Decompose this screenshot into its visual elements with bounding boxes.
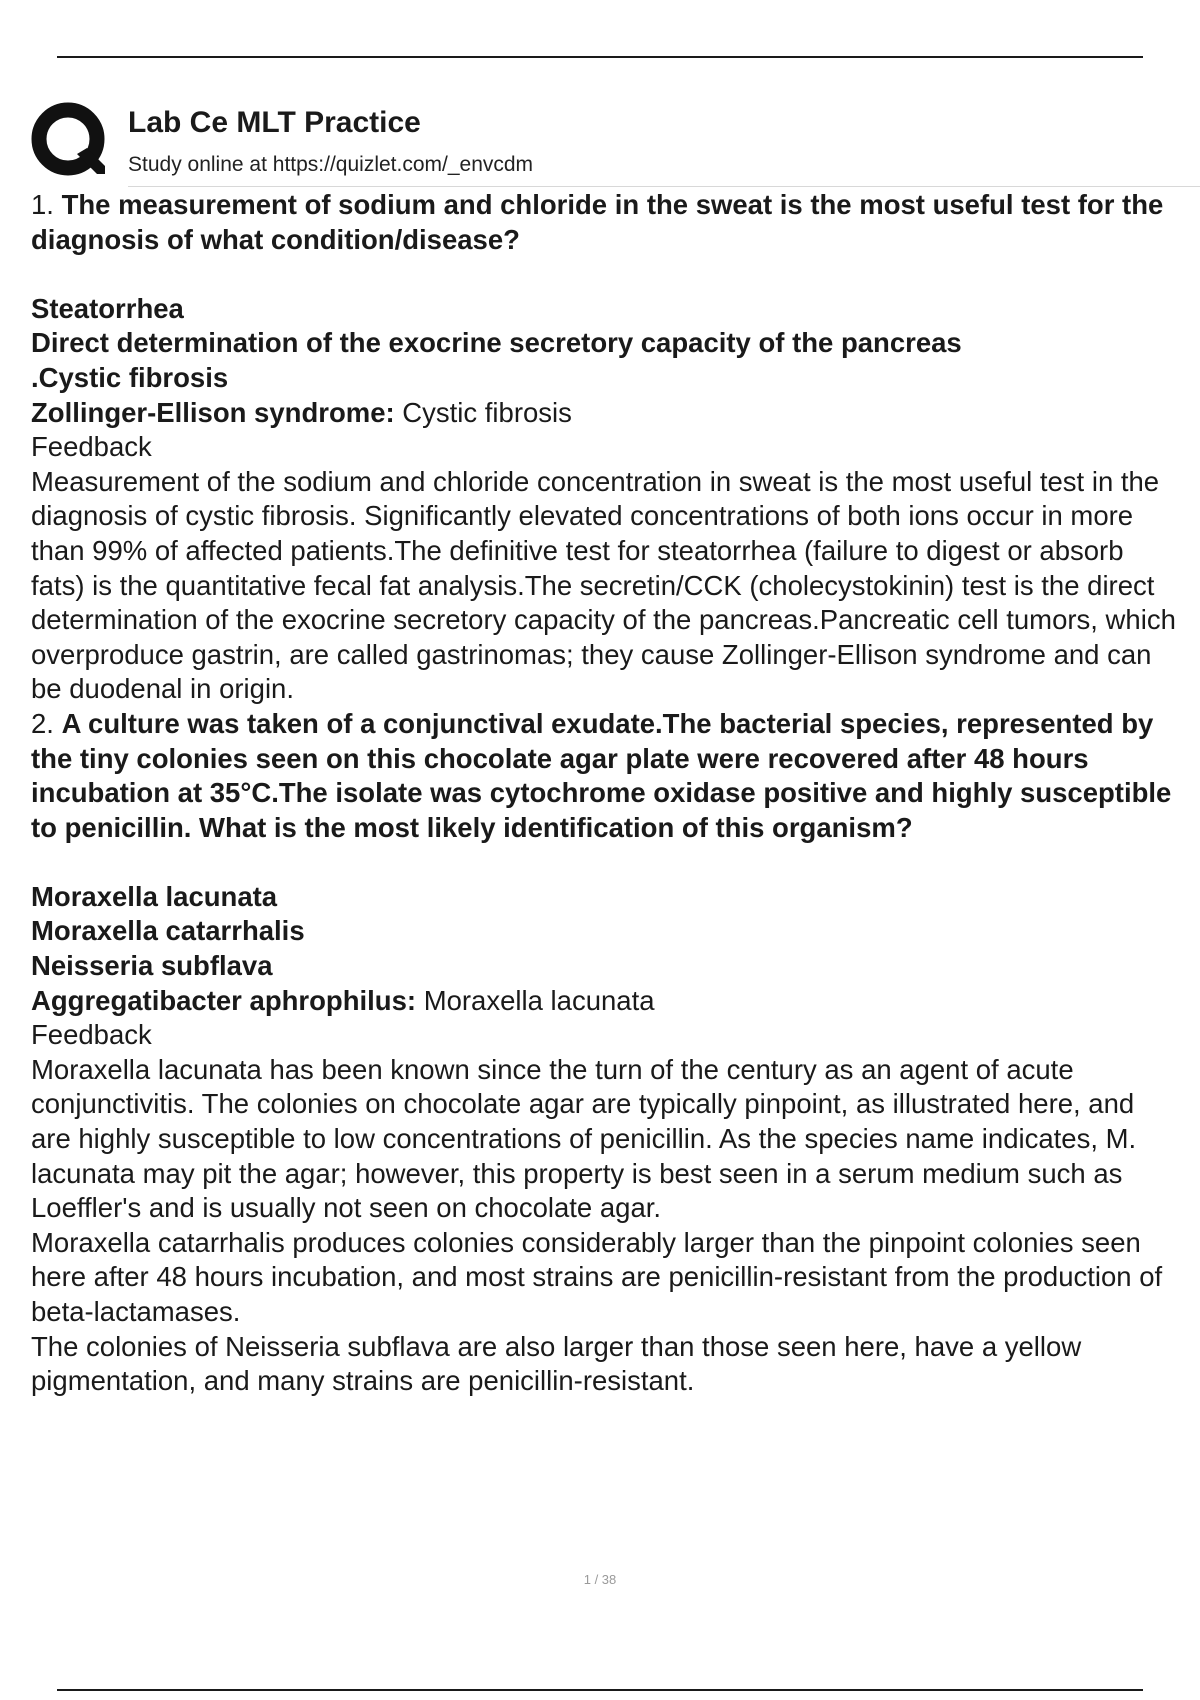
answer-line bbox=[31, 396, 1181, 431]
bottom-rule bbox=[57, 1689, 1143, 1691]
option: Neisseria subflava bbox=[31, 950, 273, 982]
option: Moraxella catarrhalis bbox=[31, 915, 305, 947]
feedback-label: Feedback bbox=[31, 1019, 152, 1051]
spacer bbox=[31, 257, 1181, 292]
question-1 bbox=[31, 188, 1181, 257]
question-number: 1. bbox=[31, 189, 54, 220]
answer: Cystic fibrosis bbox=[402, 396, 572, 428]
question-number: 2. bbox=[31, 707, 54, 739]
question-text: A culture was taken of a conjunctival exudate.The bacterial species, represented by the tiny colonies seen on this chocolate agar plate were recovered after 48 hours incubation at 35°C.The isolate was cytochrome oxidase positive and highly susceptible to penicillin. What is the most likely identification of this organism? bbox=[31, 707, 1172, 843]
header-divider bbox=[128, 186, 1200, 187]
question-list bbox=[31, 188, 1181, 1399]
quizlet-logo-icon bbox=[31, 102, 107, 178]
option: Steatorrhea bbox=[31, 292, 184, 324]
feedback-text: Moraxella lacunata has been known since the turn of the century as an agent of acute conjunctivitis. The colonies on chocolate agar are typically pinpoint, as illustrated here, and are highly susceptible to low concentrations of penicillin. As the species name indicates, M. lacunata may pit the agar; however, this property is best seen in a serum medium such as Loeffler's and is usually not seen on chocolate agar. bbox=[31, 1053, 1137, 1224]
feedback-text: Moraxella catarrhalis produces colonies considerably larger than the pinpoint colonies seen here after 48 hours incubation, and most strains are penicillin-resistant from the production of beta-lactamases. bbox=[31, 1226, 1163, 1327]
option: Zollinger-Ellison syndrome: bbox=[31, 396, 395, 428]
set-title: Lab Ce MLT Practice bbox=[128, 106, 421, 139]
answer-line bbox=[31, 984, 1181, 1019]
spacer bbox=[31, 845, 1181, 880]
top-rule bbox=[57, 56, 1143, 58]
option: Aggregatibacter aphrophilus: bbox=[31, 984, 417, 1016]
page-header bbox=[31, 102, 1171, 186]
option: Moraxella lacunata bbox=[31, 880, 278, 912]
feedback-label: Feedback bbox=[31, 431, 152, 463]
page-number: 1 / 38 bbox=[583, 1572, 617, 1587]
option: Direct determination of the exocrine secretory capacity of the pancreas bbox=[31, 327, 962, 359]
feedback-text: The colonies of Neisseria subflava are also larger than those seen here, have a yellow pigmentation, and many strains are penicillin-resistant. bbox=[31, 1330, 1082, 1397]
question-text: The measurement of sodium and chloride in the sweat is the most useful test for the diagnosis of what condition/disease? bbox=[31, 189, 1164, 255]
question-2 bbox=[31, 707, 1181, 845]
feedback-text: Measurement of the sodium and chloride concentration in sweat is the most useful test in the diagnosis of cystic fibrosis. Significantly elevated concentrations of both ions occur in more than 99% of affected patients.The definitive test for steatorrhea (failure to digest or absorb fats) is the quantitative fecal fat analysis.The secretin/CCK (cholecystokinin) test is the direct determination of the exocrine secretory capacity of the pancreas.Pancreatic cell tumors, which overproduce gastrin, are called gastrinomas; they cause Zollinger-Ellison syndrome and can be duodenal in origin. bbox=[31, 465, 1176, 705]
answer: Moraxella lacunata bbox=[423, 984, 655, 1016]
option: .Cystic fibrosis bbox=[31, 361, 229, 393]
study-online-link[interactable]: Study online at https://quizlet.com/_envcdm bbox=[128, 153, 534, 176]
